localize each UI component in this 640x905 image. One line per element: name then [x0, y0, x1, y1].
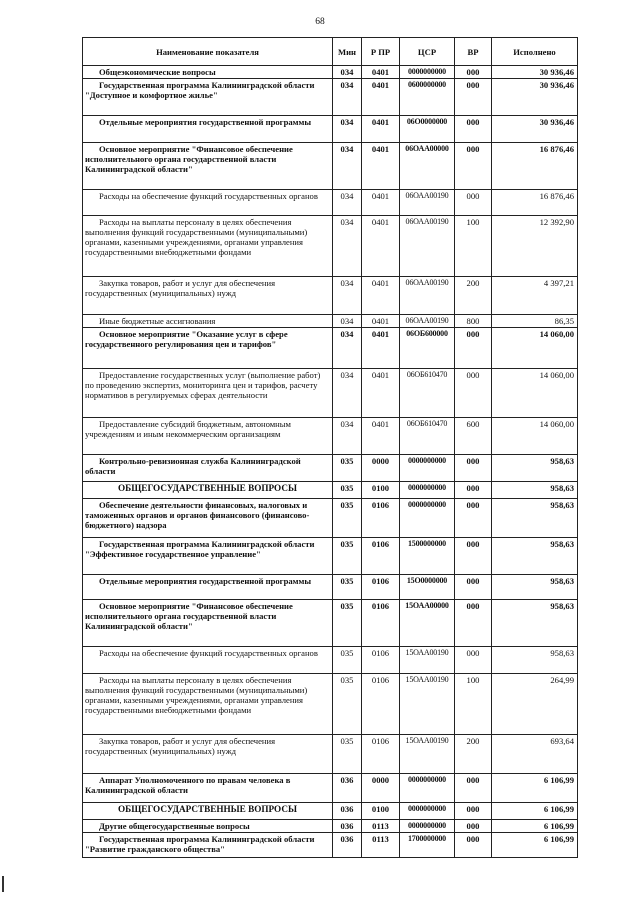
cell-min: 035	[333, 575, 362, 600]
cell-amount: 14 060,00	[492, 328, 578, 369]
cell-vr: 600	[455, 418, 492, 455]
cell-name: Иные бюджетные ассигнования	[83, 315, 333, 328]
cell-name: Отдельные мероприятия государственной программы	[83, 575, 333, 600]
cell-vr: 000	[455, 66, 492, 79]
cell-amount: 958,63	[492, 600, 578, 647]
cell-amount: 958,63	[492, 647, 578, 674]
header-min: Мин	[333, 38, 362, 66]
cell-amount: 4 397,21	[492, 277, 578, 315]
cell-rpr: 0401	[362, 116, 400, 143]
cell-min: 035	[333, 538, 362, 575]
cell-csr: 0000000000	[400, 455, 455, 482]
cell-csr: 1700000000	[400, 833, 455, 858]
table-row	[83, 482, 578, 499]
cell-vr: 000	[455, 499, 492, 538]
cell-rpr: 0401	[362, 216, 400, 277]
table-row	[83, 647, 578, 674]
cell-vr: 000	[455, 455, 492, 482]
table-row	[83, 328, 578, 369]
cell-min: 036	[333, 803, 362, 820]
cell-rpr: 0106	[362, 674, 400, 735]
cell-name: Контрольно-ревизионная служба Калининградской области	[83, 455, 333, 482]
cell-rpr: 0401	[362, 66, 400, 79]
cell-min: 035	[333, 600, 362, 647]
cell-min: 034	[333, 277, 362, 315]
cell-vr: 000	[455, 328, 492, 369]
cell-amount: 693,64	[492, 735, 578, 774]
cell-name: Закупка товаров, работ и услуг для обеспечения государственных (муниципальных) нужд	[83, 735, 333, 774]
cell-name: Основное мероприятие "Финансовое обеспечение исполнительного органа государственной власти Калининградской области"	[83, 143, 333, 190]
cell-name: Расходы на обеспечение функций государственных органов	[83, 647, 333, 674]
cell-rpr: 0401	[362, 315, 400, 328]
cell-amount: 86,35	[492, 315, 578, 328]
table-row	[83, 538, 578, 575]
cell-amount: 6 106,99	[492, 774, 578, 803]
cell-min: 034	[333, 315, 362, 328]
cell-rpr: 0113	[362, 820, 400, 833]
cell-csr: 06ОАА00190	[400, 216, 455, 277]
cell-vr: 000	[455, 647, 492, 674]
cell-rpr: 0113	[362, 833, 400, 858]
cell-csr: 06ОАА00000	[400, 143, 455, 190]
cell-name: ОБЩЕГОСУДАРСТВЕННЫЕ ВОПРОСЫ	[83, 803, 333, 820]
cell-amount: 6 106,99	[492, 803, 578, 820]
cell-amount: 14 060,00	[492, 369, 578, 418]
cell-csr: 06ОБ600000	[400, 328, 455, 369]
cell-amount: 16 876,46	[492, 143, 578, 190]
cell-rpr: 0401	[362, 328, 400, 369]
cell-name: Предоставление субсидий бюджетным, автономным учреждениям и иным некоммерческим организациям	[83, 418, 333, 455]
cell-name: ОБЩЕГОСУДАРСТВЕННЫЕ ВОПРОСЫ	[83, 482, 333, 499]
cell-rpr: 0106	[362, 499, 400, 538]
cell-csr: 06О0000000	[400, 116, 455, 143]
cell-name: Расходы на выплаты персоналу в целях обеспечения выполнения функций государственными (муниципальными) органами, казенными учреждениями, органами управления государственными внебюджетными фондами	[83, 216, 333, 277]
cell-amount: 264,99	[492, 674, 578, 735]
header-csr: ЦСР	[400, 38, 455, 66]
cell-vr: 200	[455, 277, 492, 315]
cell-name: Аппарат Уполномоченного по правам человека в Калининградской области	[83, 774, 333, 803]
cell-amount: 958,63	[492, 482, 578, 499]
cell-vr: 000	[455, 190, 492, 216]
cell-vr: 000	[455, 575, 492, 600]
table-row	[83, 116, 578, 143]
cell-amount: 958,63	[492, 575, 578, 600]
cell-name: Другие общегосударственные вопросы	[83, 820, 333, 833]
cell-min: 034	[333, 418, 362, 455]
cell-vr: 000	[455, 803, 492, 820]
cell-csr: 15ОАА00190	[400, 647, 455, 674]
cell-name: Предоставление государственных услуг (выполнение работ) по проведению экспертиз, мониторинга цен и тарифов, расчету нормативов в регулируемых сферах деятельности	[83, 369, 333, 418]
table-row	[83, 674, 578, 735]
cell-min: 035	[333, 647, 362, 674]
cell-rpr: 0000	[362, 455, 400, 482]
cell-rpr: 0401	[362, 79, 400, 116]
table-row	[83, 455, 578, 482]
table-row	[83, 600, 578, 647]
cell-csr: 0000000000	[400, 820, 455, 833]
cell-rpr: 0401	[362, 369, 400, 418]
table-row	[83, 575, 578, 600]
cell-min: 036	[333, 774, 362, 803]
cell-min: 035	[333, 499, 362, 538]
cell-csr: 0000000000	[400, 499, 455, 538]
cell-csr: 06ОБ610470	[400, 418, 455, 455]
cell-name: Отдельные мероприятия государственной программы	[83, 116, 333, 143]
cell-vr: 000	[455, 833, 492, 858]
cell-name: Закупка товаров, работ и услуг для обеспечения государственных (муниципальных) нужд	[83, 277, 333, 315]
cell-csr: 15ОАА00190	[400, 735, 455, 774]
cell-min: 034	[333, 66, 362, 79]
cell-vr: 000	[455, 369, 492, 418]
cell-csr: 1500000000	[400, 538, 455, 575]
cell-csr: 15О0000000	[400, 575, 455, 600]
table-row	[83, 216, 578, 277]
cell-amount: 16 876,46	[492, 190, 578, 216]
cell-csr: 15ОАА00000	[400, 600, 455, 647]
cell-vr: 000	[455, 600, 492, 647]
cell-amount: 30 936,46	[492, 116, 578, 143]
cell-rpr: 0401	[362, 143, 400, 190]
table-row	[83, 66, 578, 79]
cell-rpr: 0401	[362, 190, 400, 216]
cell-amount: 6 106,99	[492, 833, 578, 858]
cell-vr: 000	[455, 143, 492, 190]
header-vr: ВР	[455, 38, 492, 66]
cell-vr: 000	[455, 482, 492, 499]
table-row	[83, 735, 578, 774]
cell-min: 034	[333, 328, 362, 369]
cell-vr: 800	[455, 315, 492, 328]
cell-csr: 0000000000	[400, 482, 455, 499]
cell-rpr: 0401	[362, 277, 400, 315]
cell-name: Общеэкономические вопросы	[83, 66, 333, 79]
cell-amount: 14 060,00	[492, 418, 578, 455]
cell-amount: 12 392,90	[492, 216, 578, 277]
cell-min: 034	[333, 143, 362, 190]
cell-min: 034	[333, 79, 362, 116]
cell-csr: 06ОБ610470	[400, 369, 455, 418]
cell-amount: 6 106,99	[492, 820, 578, 833]
header-rpr: Р ПР	[362, 38, 400, 66]
cell-csr: 06ОАА00190	[400, 277, 455, 315]
cell-name: Государственная программа Калининградской области "Эффективное государственное управление"	[83, 538, 333, 575]
cell-rpr: 0401	[362, 418, 400, 455]
table-row	[83, 774, 578, 803]
cell-rpr: 0106	[362, 538, 400, 575]
cell-amount: 958,63	[492, 499, 578, 538]
cell-min: 035	[333, 674, 362, 735]
cell-rpr: 0000	[362, 774, 400, 803]
header-name: Наименование показателя	[83, 38, 333, 66]
cell-rpr: 0106	[362, 600, 400, 647]
cell-rpr: 0106	[362, 575, 400, 600]
cell-name: Обеспечение деятельности финансовых, налоговых и таможенных органов и органов финансового (финансово-бюджетного) надзора	[83, 499, 333, 538]
table-header-row	[83, 38, 578, 66]
cell-vr: 200	[455, 735, 492, 774]
cell-csr: 0600000000	[400, 79, 455, 116]
table-row	[83, 369, 578, 418]
cell-min: 034	[333, 369, 362, 418]
table-body	[83, 66, 578, 858]
table-row	[83, 190, 578, 216]
cell-name: Государственная программа Калининградской области "Доступное и комфортное жилье"	[83, 79, 333, 116]
cell-rpr: 0106	[362, 647, 400, 674]
table-row	[83, 277, 578, 315]
cell-csr: 06ОАА00190	[400, 315, 455, 328]
header-amount: Исполнено	[492, 38, 578, 66]
table-row	[83, 820, 578, 833]
cell-amount: 30 936,46	[492, 79, 578, 116]
cell-name: Государственная программа Калининградской области "Развитие гражданского общества"	[83, 833, 333, 858]
cell-rpr: 0100	[362, 803, 400, 820]
cell-csr: 0000000000	[400, 66, 455, 79]
table-row	[83, 79, 578, 116]
cell-min: 036	[333, 820, 362, 833]
cell-amount: 958,63	[492, 538, 578, 575]
table-row	[83, 499, 578, 538]
cell-rpr: 0106	[362, 735, 400, 774]
cell-name: Расходы на обеспечение функций государственных органов	[83, 190, 333, 216]
table-row	[83, 833, 578, 858]
cell-csr: 0000000000	[400, 803, 455, 820]
cell-amount: 958,63	[492, 455, 578, 482]
table-row	[83, 803, 578, 820]
table-row	[83, 143, 578, 190]
page-number: 68	[315, 17, 325, 27]
cell-name: Основное мероприятие "Оказание услуг в сфере государственного регулирования цен и тарифов"	[83, 328, 333, 369]
cell-vr: 000	[455, 79, 492, 116]
cell-csr: 0000000000	[400, 774, 455, 803]
cell-min: 034	[333, 190, 362, 216]
cell-min: 035	[333, 455, 362, 482]
cell-rpr: 0100	[362, 482, 400, 499]
cell-name: Основное мероприятие "Финансовое обеспечение исполнительного органа государственной власти Калининградской области"	[83, 600, 333, 647]
cell-vr: 000	[455, 538, 492, 575]
cell-min: 034	[333, 116, 362, 143]
cell-vr: 000	[455, 774, 492, 803]
cell-csr: 15ОАА00190	[400, 674, 455, 735]
scan-edge-mark	[2, 876, 4, 892]
cell-vr: 100	[455, 216, 492, 277]
cell-min: 035	[333, 482, 362, 499]
cell-min: 035	[333, 735, 362, 774]
cell-min: 036	[333, 833, 362, 858]
table-row	[83, 418, 578, 455]
cell-min: 034	[333, 216, 362, 277]
cell-vr: 000	[455, 820, 492, 833]
cell-csr: 06ОАА00190	[400, 190, 455, 216]
cell-name: Расходы на выплаты персоналу в целях обеспечения выполнения функций государственными (муниципальными) органами, казенными учреждениями, органами управления государственными внебюджетными фондами	[83, 674, 333, 735]
cell-vr: 100	[455, 674, 492, 735]
table-row	[83, 315, 578, 328]
report-table	[82, 37, 578, 858]
cell-vr: 000	[455, 116, 492, 143]
cell-amount: 30 936,46	[492, 66, 578, 79]
